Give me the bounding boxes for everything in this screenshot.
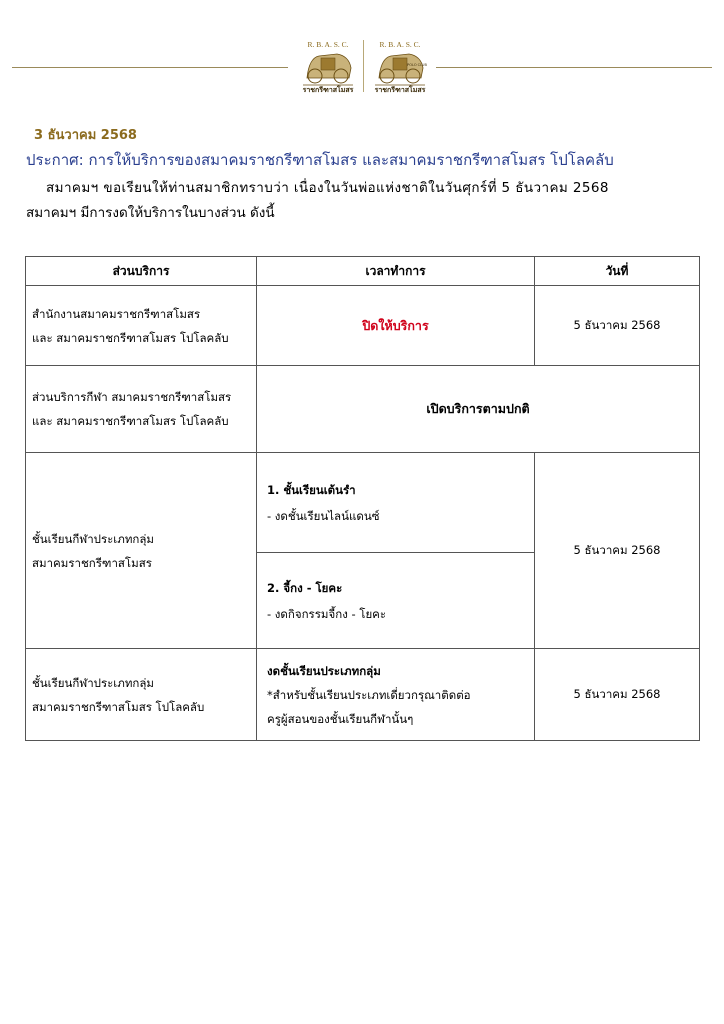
closed-status: ปิดให้บริการ: [362, 317, 429, 333]
group-class-cell: [257, 649, 535, 741]
open-status: เปิดบริการตามปกติ: [426, 401, 530, 416]
table-header-row: [26, 257, 700, 286]
service-line: สมาคมราชกรีฑาสโมสร: [32, 555, 152, 570]
date-cell: 5 ธันวาคม 2568: [535, 453, 700, 649]
body-line-2: สมาคมฯ มีการงดให้บริการในบางส่วน ดังนี้: [26, 205, 275, 221]
class-title: 1. ชั้นเรียนเต้นรำ: [267, 482, 356, 497]
service-cell: [26, 366, 257, 453]
class-cell-qigong: [257, 553, 535, 649]
table-row: [26, 286, 700, 366]
table-row: [26, 649, 700, 741]
body-line-1: สมาคมฯ ขอเรียนให้ท่านสมาชิกทราบว่า เนื่องในวันพ่อแห่งชาติในวันศุกร์ที่ 5 ธันวาคม 2568: [46, 180, 609, 196]
class-note: *สำหรับชั้นเรียนประเภทเดี่ยวกรุณาติดต่อ: [267, 687, 471, 702]
service-line: สมาคมราชกรีฑาสโมสร โปโลคลับ: [32, 699, 205, 714]
header-rule-left: [12, 67, 288, 68]
class-note: ครูผู้สอนของชั้นเรียนกีฬานั้นๆ: [267, 711, 414, 726]
class-detail: - งดกิจกรรมจี้กง - โยคะ: [267, 606, 387, 621]
service-cell: [26, 453, 257, 649]
logo-badge: POLO CLUB: [407, 63, 427, 67]
service-line: ส่วนบริการกีฬา สมาคมราชกรีฑาสโมสร: [32, 390, 232, 404]
announcement-date: 3 ธันวาคม 2568: [34, 128, 137, 143]
logo-divider: [363, 40, 364, 92]
service-cell: [26, 286, 257, 366]
table-row: [26, 453, 700, 553]
service-table: [25, 256, 700, 741]
service-cell: [26, 649, 257, 741]
class-title: งดชั้นเรียนประเภทกลุ่ม: [267, 663, 381, 678]
logo-letters: R. B. A. S. C.: [307, 40, 349, 49]
service-line: ชั้นเรียนกีฬาประเภทกลุ่ม: [32, 531, 154, 546]
logo-thai: ราชกรีฑาสโมสร: [374, 86, 426, 94]
announcement-body: [26, 176, 698, 226]
header-service: ส่วนบริการ: [26, 257, 257, 286]
class-cell-dance: [257, 453, 535, 553]
class-detail: - งดชั้นเรียนไลน์แดนซ์: [267, 508, 380, 523]
announcement-title: ประกาศ: การให้บริการของสมาคมราชกรีฑาสโมสร และสมาคมราชกรีฑาสโมสร โปโลคลับ: [26, 151, 614, 169]
class-title: 2. จี้กง - โยคะ: [267, 580, 343, 595]
rbsc-logo: [297, 38, 359, 96]
logo-letters: R. B. A. S. C.: [379, 40, 421, 49]
service-line: สำนักงานสมาคมราชกรีฑาสโมสร: [32, 306, 201, 321]
status-cell: [257, 366, 700, 453]
table-row: [26, 366, 700, 453]
rbsc-polo-logo: [369, 38, 431, 96]
header-rule-right: [436, 67, 712, 68]
service-line: และ สมาคมราชกรีฑาสโมสร โปโลคลับ: [32, 330, 229, 345]
service-line: ชั้นเรียนกีฬาประเภทกลุ่ม: [32, 675, 154, 690]
logo-thai: ราชกรีฑาสโมสร: [302, 86, 354, 94]
service-line: และ สมาคมราชกรีฑาสโมสร โปโลคลับ: [32, 414, 229, 428]
status-cell: [257, 286, 535, 366]
header-date: วันที่: [535, 257, 700, 286]
date-cell: 5 ธันวาคม 2568: [535, 286, 700, 366]
header-hours: เวลาทำการ: [257, 257, 535, 286]
date-cell: 5 ธันวาคม 2568: [535, 649, 700, 741]
